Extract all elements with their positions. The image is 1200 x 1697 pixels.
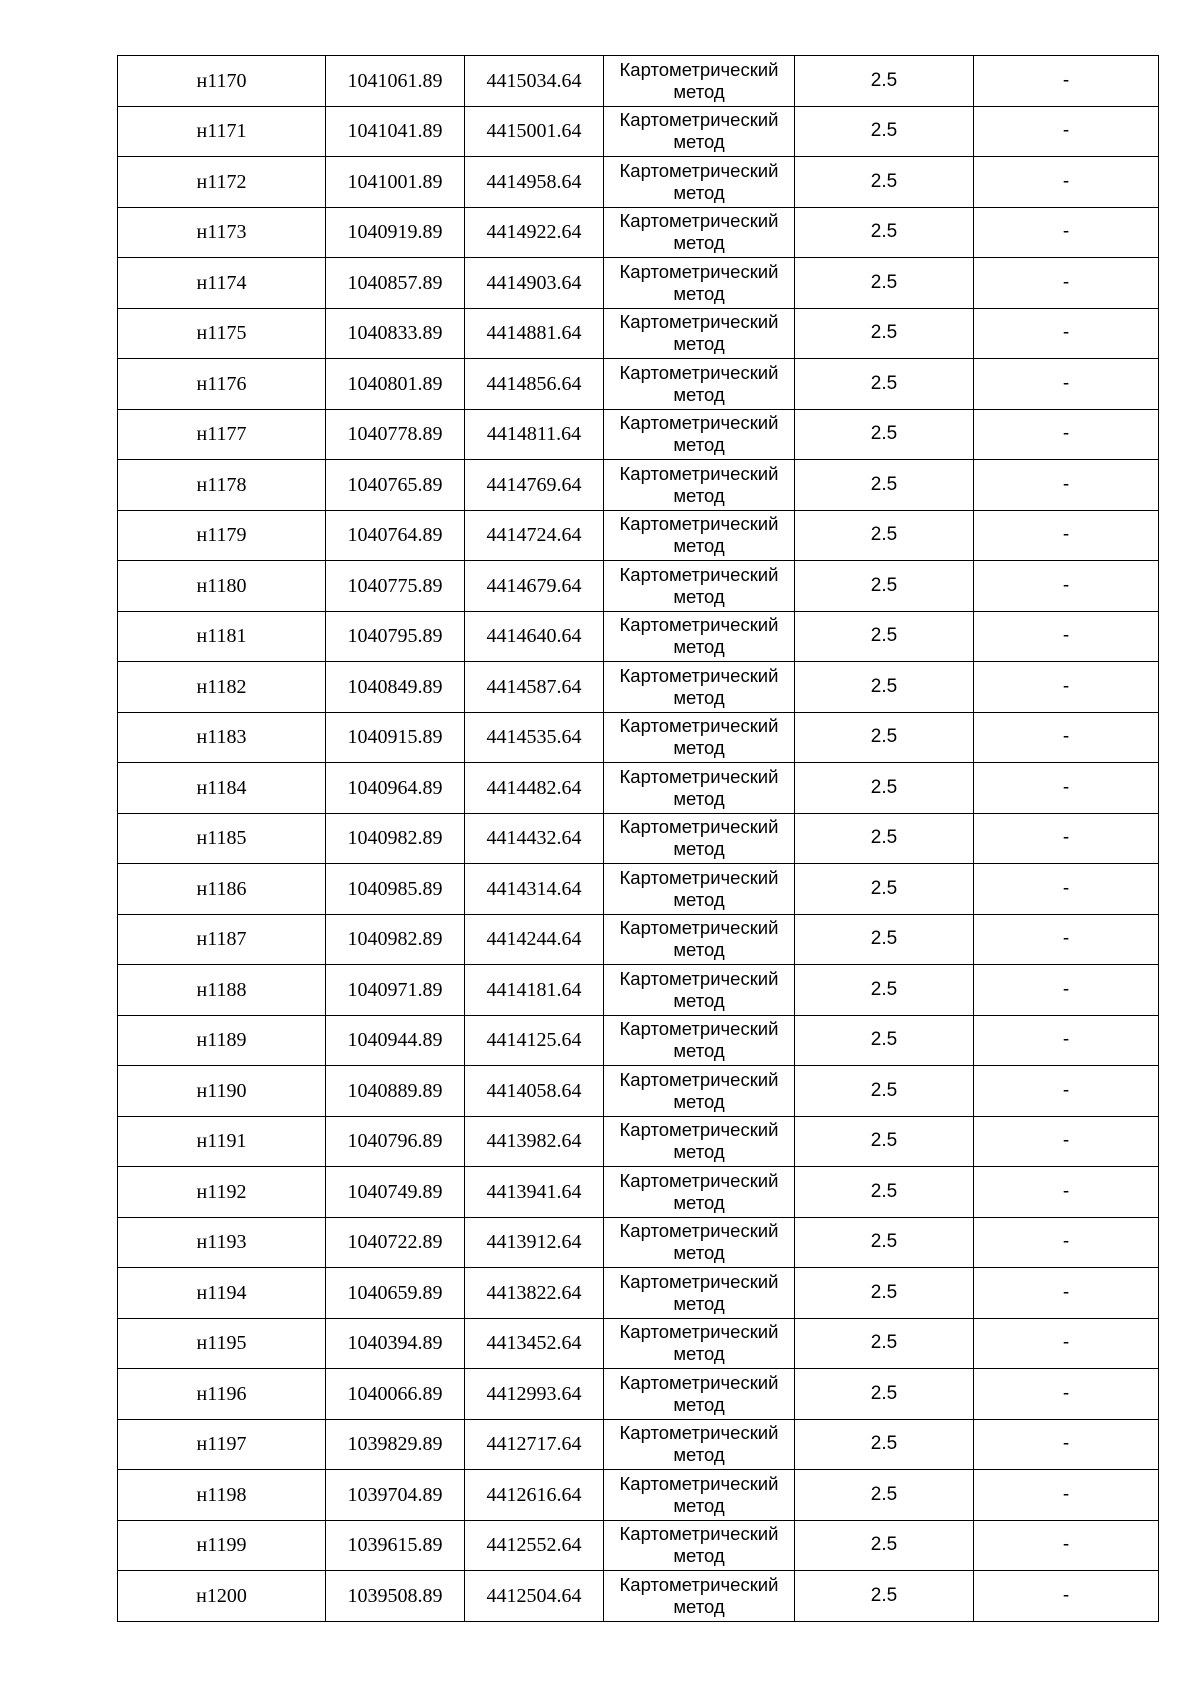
table-row — [118, 1066, 1159, 1117]
x-coordinate-cell: 1040915.89 — [326, 712, 465, 763]
method-text-line-1: Картометрический — [619, 715, 779, 737]
description-cell: - — [974, 1571, 1159, 1622]
table-row — [118, 763, 1159, 814]
method-text-line-1: Картометрический — [619, 1119, 779, 1141]
y-coordinate-cell: 4414856.64 — [465, 359, 604, 410]
method-text-line-1: Картометрический — [619, 917, 779, 939]
x-coordinate-cell: 1040982.89 — [326, 914, 465, 965]
coordinates-table-body — [118, 56, 1159, 1622]
x-coordinate-cell: 1039704.89 — [326, 1470, 465, 1521]
accuracy-cell: 2.5 — [795, 207, 974, 258]
method-text-line-2: метод — [673, 585, 725, 607]
method-text-line-2: метод — [673, 434, 725, 456]
accuracy-cell: 2.5 — [795, 1066, 974, 1117]
y-coordinate-cell: 4414587.64 — [465, 662, 604, 713]
table-row — [118, 510, 1159, 561]
method-cell — [604, 864, 795, 915]
method-text-line-2: метод — [673, 80, 725, 102]
description-cell: - — [974, 106, 1159, 157]
method-cell — [604, 308, 795, 359]
description-cell: - — [974, 1520, 1159, 1571]
table-row — [118, 1369, 1159, 1420]
method-cell — [604, 1318, 795, 1369]
x-coordinate-cell: 1040944.89 — [326, 1015, 465, 1066]
table-row — [118, 258, 1159, 309]
method-cell — [604, 207, 795, 258]
x-coordinate-cell: 1039829.89 — [326, 1419, 465, 1470]
accuracy-cell: 2.5 — [795, 1571, 974, 1622]
method-cell — [604, 1571, 795, 1622]
y-coordinate-cell: 4412504.64 — [465, 1571, 604, 1622]
description-cell: - — [974, 1419, 1159, 1470]
description-cell: - — [974, 662, 1159, 713]
y-coordinate-cell: 4414181.64 — [465, 965, 604, 1016]
method-text-line-2: метод — [673, 1292, 725, 1314]
method-text-line-2: метод — [673, 888, 725, 910]
method-text-line-2: метод — [673, 989, 725, 1011]
y-coordinate-cell: 4413452.64 — [465, 1318, 604, 1369]
method-text-line-2: метод — [673, 1343, 725, 1365]
point-number-cell: н1184 — [118, 763, 326, 814]
x-coordinate-cell: 1040982.89 — [326, 813, 465, 864]
point-number-cell: н1193 — [118, 1217, 326, 1268]
description-cell: - — [974, 1318, 1159, 1369]
y-coordinate-cell: 4412717.64 — [465, 1419, 604, 1470]
table-row — [118, 207, 1159, 258]
accuracy-cell: 2.5 — [795, 1167, 974, 1218]
x-coordinate-cell: 1040985.89 — [326, 864, 465, 915]
point-number-cell: н1171 — [118, 106, 326, 157]
x-coordinate-cell: 1040765.89 — [326, 460, 465, 511]
table-row — [118, 1015, 1159, 1066]
method-text-line-1: Картометрический — [619, 412, 779, 434]
accuracy-cell: 2.5 — [795, 864, 974, 915]
description-cell: - — [974, 207, 1159, 258]
description-cell: - — [974, 561, 1159, 612]
x-coordinate-cell: 1040801.89 — [326, 359, 465, 410]
method-text-line-1: Картометрический — [619, 614, 779, 636]
x-coordinate-cell: 1040795.89 — [326, 611, 465, 662]
y-coordinate-cell: 4413822.64 — [465, 1268, 604, 1319]
accuracy-cell: 2.5 — [795, 662, 974, 713]
y-coordinate-cell: 4414535.64 — [465, 712, 604, 763]
method-cell — [604, 1167, 795, 1218]
method-text-line-1: Картометрический — [619, 1220, 779, 1242]
x-coordinate-cell: 1040749.89 — [326, 1167, 465, 1218]
method-cell — [604, 1217, 795, 1268]
point-number-cell: н1191 — [118, 1116, 326, 1167]
method-cell — [604, 157, 795, 208]
method-cell — [604, 409, 795, 460]
method-cell — [604, 359, 795, 410]
accuracy-cell: 2.5 — [795, 1470, 974, 1521]
x-coordinate-cell: 1040919.89 — [326, 207, 465, 258]
x-coordinate-cell: 1040889.89 — [326, 1066, 465, 1117]
accuracy-cell: 2.5 — [795, 965, 974, 1016]
method-text-line-2: метод — [673, 1191, 725, 1213]
accuracy-cell: 2.5 — [795, 914, 974, 965]
table-row — [118, 1571, 1159, 1622]
description-cell: - — [974, 1116, 1159, 1167]
y-coordinate-cell: 4414432.64 — [465, 813, 604, 864]
description-cell: - — [974, 914, 1159, 965]
method-text-line-2: метод — [673, 1595, 725, 1617]
y-coordinate-cell: 4413941.64 — [465, 1167, 604, 1218]
y-coordinate-cell: 4413912.64 — [465, 1217, 604, 1268]
point-number-cell: н1198 — [118, 1470, 326, 1521]
method-text-line-1: Картометрический — [619, 967, 779, 989]
method-cell — [604, 1066, 795, 1117]
table-row — [118, 662, 1159, 713]
method-text-line-1: Картометрический — [619, 109, 779, 131]
table-row — [118, 1470, 1159, 1521]
x-coordinate-cell: 1040857.89 — [326, 258, 465, 309]
y-coordinate-cell: 4414724.64 — [465, 510, 604, 561]
x-coordinate-cell: 1040066.89 — [326, 1369, 465, 1420]
accuracy-cell: 2.5 — [795, 1369, 974, 1420]
point-number-cell: н1189 — [118, 1015, 326, 1066]
x-coordinate-cell: 1040796.89 — [326, 1116, 465, 1167]
table-row — [118, 864, 1159, 915]
description-cell: - — [974, 1470, 1159, 1521]
method-text-line-2: метод — [673, 282, 725, 304]
description-cell: - — [974, 1167, 1159, 1218]
accuracy-cell: 2.5 — [795, 258, 974, 309]
method-text-line-2: метод — [673, 787, 725, 809]
point-number-cell: н1186 — [118, 864, 326, 915]
accuracy-cell: 2.5 — [795, 56, 974, 107]
method-text-line-2: метод — [673, 383, 725, 405]
method-cell — [604, 1268, 795, 1319]
method-text-line-2: метод — [673, 181, 725, 203]
x-coordinate-cell: 1040764.89 — [326, 510, 465, 561]
method-text-line-2: метод — [673, 1141, 725, 1163]
accuracy-cell: 2.5 — [795, 308, 974, 359]
description-cell: - — [974, 56, 1159, 107]
point-number-cell: н1185 — [118, 813, 326, 864]
y-coordinate-cell: 4414769.64 — [465, 460, 604, 511]
method-text-line-1: Картометрический — [619, 462, 779, 484]
x-coordinate-cell: 1039615.89 — [326, 1520, 465, 1571]
accuracy-cell: 2.5 — [795, 1268, 974, 1319]
y-coordinate-cell: 4414244.64 — [465, 914, 604, 965]
table-row — [118, 1318, 1159, 1369]
x-coordinate-cell: 1041041.89 — [326, 106, 465, 157]
accuracy-cell: 2.5 — [795, 409, 974, 460]
description-cell: - — [974, 157, 1159, 208]
method-cell — [604, 813, 795, 864]
table-row — [118, 965, 1159, 1016]
description-cell: - — [974, 409, 1159, 460]
method-text-line-2: метод — [673, 1494, 725, 1516]
method-text-line-1: Картометрический — [619, 1169, 779, 1191]
y-coordinate-cell: 4414881.64 — [465, 308, 604, 359]
table-row — [118, 611, 1159, 662]
method-text-line-1: Картометрический — [619, 664, 779, 686]
method-cell — [604, 56, 795, 107]
y-coordinate-cell: 4414922.64 — [465, 207, 604, 258]
point-number-cell: н1179 — [118, 510, 326, 561]
method-text-line-1: Картометрический — [619, 1018, 779, 1040]
coordinates-table — [117, 55, 1159, 1622]
point-number-cell: н1181 — [118, 611, 326, 662]
y-coordinate-cell: 4414679.64 — [465, 561, 604, 612]
table-row — [118, 1520, 1159, 1571]
y-coordinate-cell: 4412552.64 — [465, 1520, 604, 1571]
method-text-line-2: метод — [673, 939, 725, 961]
y-coordinate-cell: 4414314.64 — [465, 864, 604, 915]
description-cell: - — [974, 460, 1159, 511]
method-text-line-1: Картометрический — [619, 1422, 779, 1444]
table-row — [118, 712, 1159, 763]
accuracy-cell: 2.5 — [795, 460, 974, 511]
method-text-line-2: метод — [673, 636, 725, 658]
description-cell: - — [974, 965, 1159, 1016]
y-coordinate-cell: 4412616.64 — [465, 1470, 604, 1521]
description-cell: - — [974, 510, 1159, 561]
method-text-line-2: метод — [673, 232, 725, 254]
y-coordinate-cell: 4414058.64 — [465, 1066, 604, 1117]
method-text-line-1: Картометрический — [619, 816, 779, 838]
point-number-cell: н1200 — [118, 1571, 326, 1622]
description-cell: - — [974, 712, 1159, 763]
method-text-line-1: Картометрический — [619, 513, 779, 535]
y-coordinate-cell: 4414811.64 — [465, 409, 604, 460]
method-text-line-2: метод — [673, 131, 725, 153]
method-text-line-1: Картометрический — [619, 361, 779, 383]
x-coordinate-cell: 1039508.89 — [326, 1571, 465, 1622]
accuracy-cell: 2.5 — [795, 510, 974, 561]
accuracy-cell: 2.5 — [795, 1318, 974, 1369]
method-text-line-2: метод — [673, 333, 725, 355]
method-text-line-1: Картометрический — [619, 159, 779, 181]
accuracy-cell: 2.5 — [795, 561, 974, 612]
table-row — [118, 1268, 1159, 1319]
y-coordinate-cell: 4414903.64 — [465, 258, 604, 309]
y-coordinate-cell: 4414125.64 — [465, 1015, 604, 1066]
description-cell: - — [974, 1015, 1159, 1066]
point-number-cell: н1182 — [118, 662, 326, 713]
method-cell — [604, 1116, 795, 1167]
method-cell — [604, 611, 795, 662]
method-cell — [604, 258, 795, 309]
table-row — [118, 409, 1159, 460]
y-coordinate-cell: 4414482.64 — [465, 763, 604, 814]
point-number-cell: н1199 — [118, 1520, 326, 1571]
method-cell — [604, 712, 795, 763]
point-number-cell: н1197 — [118, 1419, 326, 1470]
method-text-line-1: Картометрический — [619, 1523, 779, 1545]
method-cell — [604, 965, 795, 1016]
method-text-line-2: метод — [673, 1545, 725, 1567]
point-number-cell: н1183 — [118, 712, 326, 763]
y-coordinate-cell: 4415034.64 — [465, 56, 604, 107]
method-text-line-1: Картометрический — [619, 58, 779, 80]
method-text-line-1: Картометрический — [619, 1270, 779, 1292]
point-number-cell: н1175 — [118, 308, 326, 359]
y-coordinate-cell: 4414958.64 — [465, 157, 604, 208]
point-number-cell: н1176 — [118, 359, 326, 410]
method-cell — [604, 510, 795, 561]
point-number-cell: н1177 — [118, 409, 326, 460]
y-coordinate-cell: 4413982.64 — [465, 1116, 604, 1167]
method-text-line-2: метод — [673, 838, 725, 860]
table-row — [118, 308, 1159, 359]
point-number-cell: н1187 — [118, 914, 326, 965]
point-number-cell: н1192 — [118, 1167, 326, 1218]
method-text-line-1: Картометрический — [619, 1321, 779, 1343]
y-coordinate-cell: 4412993.64 — [465, 1369, 604, 1420]
x-coordinate-cell: 1040849.89 — [326, 662, 465, 713]
accuracy-cell: 2.5 — [795, 1217, 974, 1268]
table-row — [118, 106, 1159, 157]
accuracy-cell: 2.5 — [795, 1015, 974, 1066]
table-row — [118, 56, 1159, 107]
accuracy-cell: 2.5 — [795, 157, 974, 208]
description-cell: - — [974, 1268, 1159, 1319]
description-cell: - — [974, 763, 1159, 814]
x-coordinate-cell: 1040778.89 — [326, 409, 465, 460]
method-text-line-2: метод — [673, 484, 725, 506]
method-text-line-1: Картометрический — [619, 1472, 779, 1494]
method-cell — [604, 106, 795, 157]
table-row — [118, 1419, 1159, 1470]
table-row — [118, 460, 1159, 511]
y-coordinate-cell: 4414640.64 — [465, 611, 604, 662]
table-row — [118, 1116, 1159, 1167]
method-cell — [604, 460, 795, 511]
description-cell: - — [974, 1217, 1159, 1268]
method-cell — [604, 662, 795, 713]
x-coordinate-cell: 1040722.89 — [326, 1217, 465, 1268]
method-text-line-1: Картометрический — [619, 210, 779, 232]
description-cell: - — [974, 813, 1159, 864]
x-coordinate-cell: 1040775.89 — [326, 561, 465, 612]
method-text-line-1: Картометрический — [619, 866, 779, 888]
method-text-line-1: Картометрический — [619, 1573, 779, 1595]
table-row — [118, 359, 1159, 410]
point-number-cell: н1170 — [118, 56, 326, 107]
point-number-cell: н1190 — [118, 1066, 326, 1117]
method-cell — [604, 561, 795, 612]
y-coordinate-cell: 4415001.64 — [465, 106, 604, 157]
accuracy-cell: 2.5 — [795, 611, 974, 662]
method-cell — [604, 1520, 795, 1571]
method-text-line-1: Картометрический — [619, 1371, 779, 1393]
table-row — [118, 157, 1159, 208]
table-row — [118, 1167, 1159, 1218]
method-cell — [604, 1015, 795, 1066]
table-row — [118, 813, 1159, 864]
description-cell: - — [974, 258, 1159, 309]
accuracy-cell: 2.5 — [795, 763, 974, 814]
table-row — [118, 561, 1159, 612]
point-number-cell: н1178 — [118, 460, 326, 511]
method-text-line-1: Картометрический — [619, 311, 779, 333]
method-text-line-2: метод — [673, 1393, 725, 1415]
x-coordinate-cell: 1041001.89 — [326, 157, 465, 208]
accuracy-cell: 2.5 — [795, 1116, 974, 1167]
method-cell — [604, 763, 795, 814]
point-number-cell: н1188 — [118, 965, 326, 1016]
method-text-line-1: Картометрический — [619, 260, 779, 282]
method-text-line-2: метод — [673, 1444, 725, 1466]
description-cell: - — [974, 611, 1159, 662]
description-cell: - — [974, 359, 1159, 410]
point-number-cell: н1195 — [118, 1318, 326, 1369]
point-number-cell: н1196 — [118, 1369, 326, 1420]
point-number-cell: н1173 — [118, 207, 326, 258]
method-text-line-2: метод — [673, 1090, 725, 1112]
method-text-line-2: метод — [673, 1242, 725, 1264]
point-number-cell: н1174 — [118, 258, 326, 309]
method-text-line-1: Картометрический — [619, 1068, 779, 1090]
method-text-line-2: метод — [673, 737, 725, 759]
accuracy-cell: 2.5 — [795, 1520, 974, 1571]
description-cell: - — [974, 308, 1159, 359]
x-coordinate-cell: 1041061.89 — [326, 56, 465, 107]
description-cell: - — [974, 864, 1159, 915]
description-cell: - — [974, 1066, 1159, 1117]
x-coordinate-cell: 1040659.89 — [326, 1268, 465, 1319]
accuracy-cell: 2.5 — [795, 813, 974, 864]
x-coordinate-cell: 1040964.89 — [326, 763, 465, 814]
method-text-line-2: метод — [673, 686, 725, 708]
x-coordinate-cell: 1040394.89 — [326, 1318, 465, 1369]
table-row — [118, 914, 1159, 965]
method-text-line-2: метод — [673, 535, 725, 557]
method-cell — [604, 914, 795, 965]
method-cell — [604, 1369, 795, 1420]
point-number-cell: н1172 — [118, 157, 326, 208]
point-number-cell: н1180 — [118, 561, 326, 612]
accuracy-cell: 2.5 — [795, 359, 974, 410]
point-number-cell: н1194 — [118, 1268, 326, 1319]
method-cell — [604, 1419, 795, 1470]
x-coordinate-cell: 1040971.89 — [326, 965, 465, 1016]
x-coordinate-cell: 1040833.89 — [326, 308, 465, 359]
accuracy-cell: 2.5 — [795, 1419, 974, 1470]
description-cell: - — [974, 1369, 1159, 1420]
method-cell — [604, 1470, 795, 1521]
method-text-line-1: Картометрический — [619, 765, 779, 787]
accuracy-cell: 2.5 — [795, 106, 974, 157]
method-text-line-2: метод — [673, 1040, 725, 1062]
method-text-line-1: Картометрический — [619, 563, 779, 585]
accuracy-cell: 2.5 — [795, 712, 974, 763]
table-row — [118, 1217, 1159, 1268]
